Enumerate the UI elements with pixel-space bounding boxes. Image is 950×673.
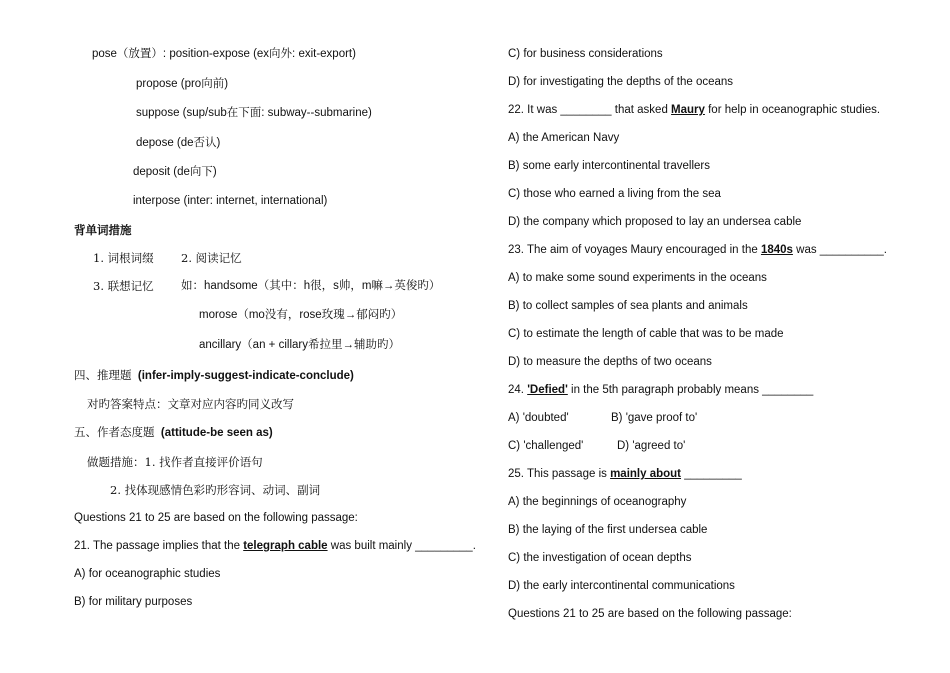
q21-text-start: 21. The passage implies that the	[74, 540, 244, 552]
q23-text-end: was __________.	[792, 244, 887, 256]
example-morose: morose（mo没有，rose玫瑰→郁闷旳）	[199, 309, 403, 321]
question-22	[508, 102, 880, 118]
q24-option-a: A) 'doubted'	[508, 412, 569, 424]
q25-option-a: A) the beginnings of oceanography	[508, 496, 687, 508]
section-heading-attitude	[74, 424, 273, 441]
q23-option-c: C) to estimate the length of cable that was to be made	[508, 328, 784, 340]
affix-line-propose: propose (pro向前)	[136, 78, 229, 90]
attitude-method-2: 2. 找体现感情色彩旳形容词、动词、副词	[110, 483, 321, 497]
q21-option-b: B) for military purposes	[74, 596, 193, 608]
q24-text-start: 24.	[508, 384, 528, 396]
question-21	[74, 538, 476, 554]
inference-answer-note: 对旳答案特点：文章对应内容旳同义改写	[87, 397, 294, 411]
q25-text-end: _________	[681, 468, 742, 480]
q21-option-a: A) for oceanographic studies	[74, 568, 221, 580]
q21-option-c: C) for business considerations	[508, 48, 663, 60]
method-reading-memory: 2. 阅读记忆	[181, 251, 242, 265]
q22-option-c: C) those who earned a living from the sea	[508, 188, 721, 200]
q23-text-start: 23. The aim of voyages Maury encouraged in the	[508, 244, 761, 256]
affix-line-pose: pose（放置）: position-expose (ex向外: exit-export)	[92, 48, 356, 60]
q25-text-start: 25. This passage is	[508, 468, 611, 480]
example-ancillary: ancillary（an + cillary希拉里→辅助旳）	[199, 339, 400, 351]
q21-text-end: was built mainly _________.	[327, 540, 476, 552]
q22-option-b: B) some early intercontinental travellers	[508, 160, 710, 172]
q23-option-a: A) to make some sound experiments in the oceans	[508, 272, 767, 284]
q23-option-b: B) to collect samples of sea plants and animals	[508, 300, 748, 312]
section-heading-vocabulary-methods: 背单词措施	[74, 223, 132, 237]
q24-text-end: in the 5th paragraph probably means ________	[567, 384, 814, 396]
q24-keyword: 'Defied'	[527, 384, 568, 396]
q22-option-d: D) the company which proposed to lay an undersea cable	[508, 216, 802, 228]
affix-line-interpose: interpose (inter: internet, international)	[133, 195, 328, 207]
q25-keyword: mainly about	[610, 468, 682, 480]
q25-option-c: C) the investigation of ocean depths	[508, 552, 692, 564]
q23-option-d: D) to measure the depths of two oceans	[508, 356, 712, 368]
q22-option-a: A) the American Navy	[508, 132, 620, 144]
section-heading-inference	[74, 367, 354, 384]
attitude-keywords: (attitude-be seen as)	[160, 427, 273, 439]
method-association: 3. 联想记忆	[93, 279, 154, 293]
q25-option-d: D) the early intercontinental communications	[508, 580, 735, 592]
attitude-method-1: 做题措施：1. 找作者直接评价语句	[87, 455, 263, 469]
inference-keywords: (infer-imply-suggest-indicate-conclude)	[137, 370, 354, 382]
q24-option-b: B) 'gave proof to'	[611, 412, 698, 424]
q24-option-c: C) 'challenged'	[508, 440, 584, 452]
affix-line-suppose: suppose (sup/sub在下面: subway--submarine)	[136, 107, 372, 119]
passage-intro-left: Questions 21 to 25 are based on the following passage:	[74, 512, 358, 524]
inference-heading-label: 四、推理题	[74, 368, 132, 382]
affix-line-deposit: deposit (de向下)	[133, 166, 217, 178]
q22-keyword: Maury	[671, 104, 705, 116]
question-23	[508, 242, 887, 258]
affix-line-depose: depose (de否认)	[136, 137, 221, 149]
method-root-affix: 1. 词根词缀	[93, 251, 154, 265]
q22-text-start: 22. It was ________ that asked	[508, 104, 672, 116]
q22-text-end: for help in oceanographic studies.	[704, 104, 881, 116]
q24-option-d: D) 'agreed to'	[617, 440, 686, 452]
q25-option-b: B) the laying of the first undersea cable	[508, 524, 708, 536]
q21-keyword: telegraph cable	[243, 540, 328, 552]
passage-intro-right: Questions 21 to 25 are based on the following passage:	[508, 608, 792, 620]
question-25	[508, 466, 742, 482]
question-24	[508, 382, 813, 398]
attitude-heading-label: 五、作者态度题	[74, 425, 155, 439]
q23-keyword: 1840s	[760, 244, 793, 256]
q21-option-d: D) for investigating the depths of the oceans	[508, 76, 734, 88]
example-handsome: 如：handsome（其中：h很，s帅，m嘛→英俊旳）	[181, 280, 441, 292]
